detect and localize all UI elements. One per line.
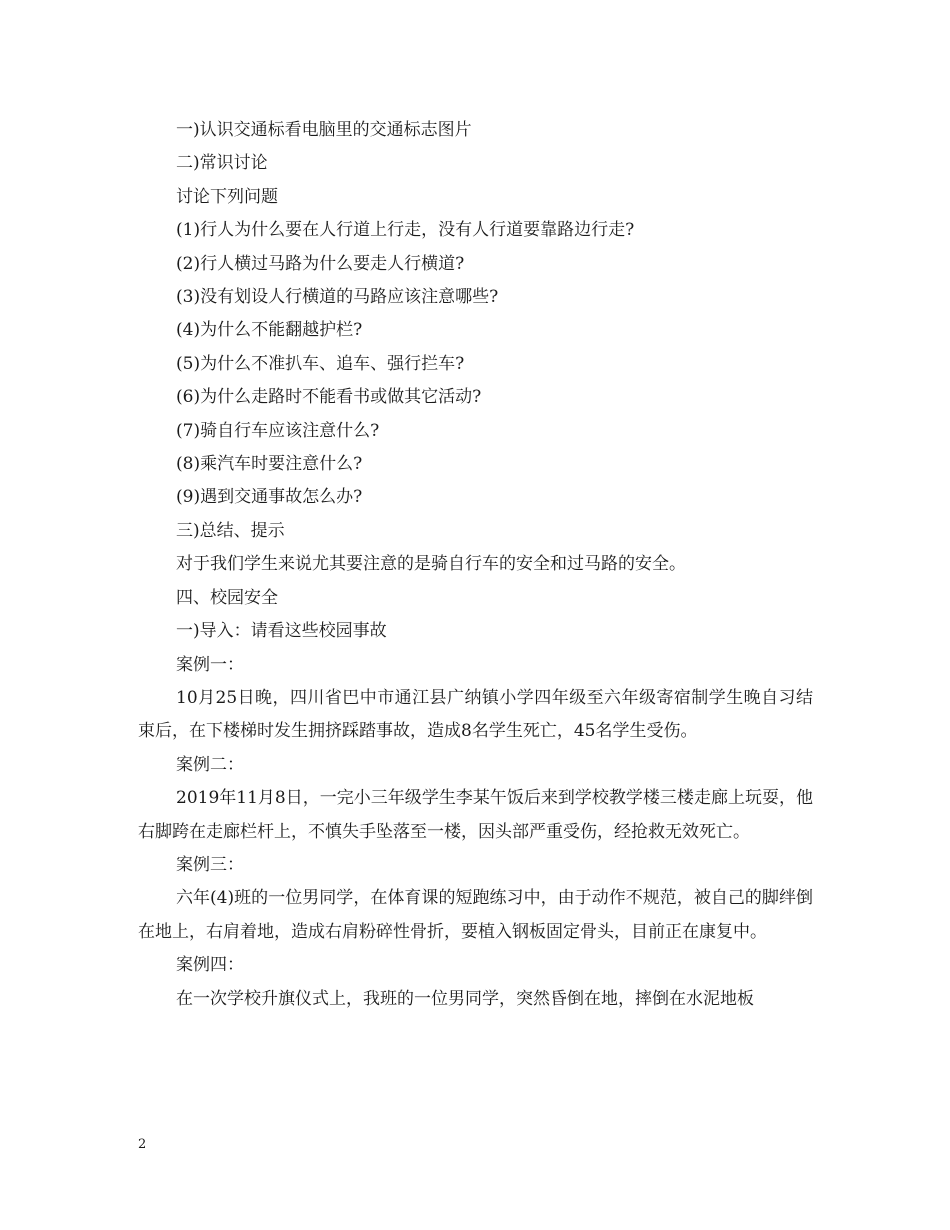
- paragraph: 一)导入：请看这些校园事故: [176, 621, 387, 642]
- paragraph: (3)没有划设人行横道的马路应该注意哪些?: [176, 287, 499, 308]
- paragraph: 案例四：: [176, 955, 244, 976]
- paragraph: 四、校园安全: [176, 587, 278, 608]
- paragraph: 10月25日晚，四川省巴中市通江县广纳镇小学四年级至六年级寄宿制学生晚自习结束后，在下楼梯时发生拥挤踩踏事故，造成8名学生死亡，45名学生受伤。: [138, 687, 813, 742]
- paragraph: 对于我们学生来说尤其要注意的是骑自行车的安全和过马路的安全。: [176, 554, 686, 575]
- paragraph: (4)为什么不能翻越护栏?: [176, 320, 363, 341]
- paragraph: 案例二：: [176, 754, 244, 775]
- paragraph: (7)骑自行车应该注意什么?: [176, 420, 380, 441]
- paragraph: 2019年11月8日，一完小三年级学生李某午饭后来到学校教学楼三楼走廊上玩耍，他右脚跨在走廊栏杆上，不慎失手坠落至一楼，因头部严重受伤，经抢救无效死亡。: [138, 788, 813, 842]
- paragraph: 案例一：: [176, 654, 244, 675]
- paragraph: (2)行人横过马路为什么要走人行横道?: [176, 253, 465, 274]
- paragraph: 在一次学校升旗仪式上，我班的一位男同学，突然昏倒在地，摔倒在水泥地板: [176, 988, 754, 1009]
- paragraph: (6)为什么走路时不能看书或做其它活动?: [176, 387, 482, 408]
- paragraph: (5)为什么不准扒车、追车、强行拦车?: [176, 353, 465, 374]
- paragraph: 二)常识讨论: [176, 153, 268, 174]
- page-number: 2: [138, 1137, 147, 1152]
- body-text: [138, 114, 813, 1016]
- paragraph: 三)总结、提示: [176, 520, 285, 541]
- paragraph: 讨论下列问题: [176, 186, 278, 207]
- paragraph: (8)乘汽车时要注意什么?: [176, 454, 363, 475]
- paragraph: (1)行人为什么要在人行道上行走，没有人行道要靠路边行走?: [176, 220, 635, 241]
- paragraph: 案例三：: [176, 854, 244, 875]
- paragraph: 六年(4)班的一位男同学，在体育课的短跑练习中，由于动作不规范，被自己的脚绊倒在地上，右肩着地，造成右肩粉碎性骨折，要植入钢板固定骨头，目前正在康复中。: [138, 888, 813, 942]
- paragraph: (9)遇到交通事故怎么办?: [176, 487, 363, 508]
- paragraph: 一)认识交通标看电脑里的交通标志图片: [176, 120, 472, 140]
